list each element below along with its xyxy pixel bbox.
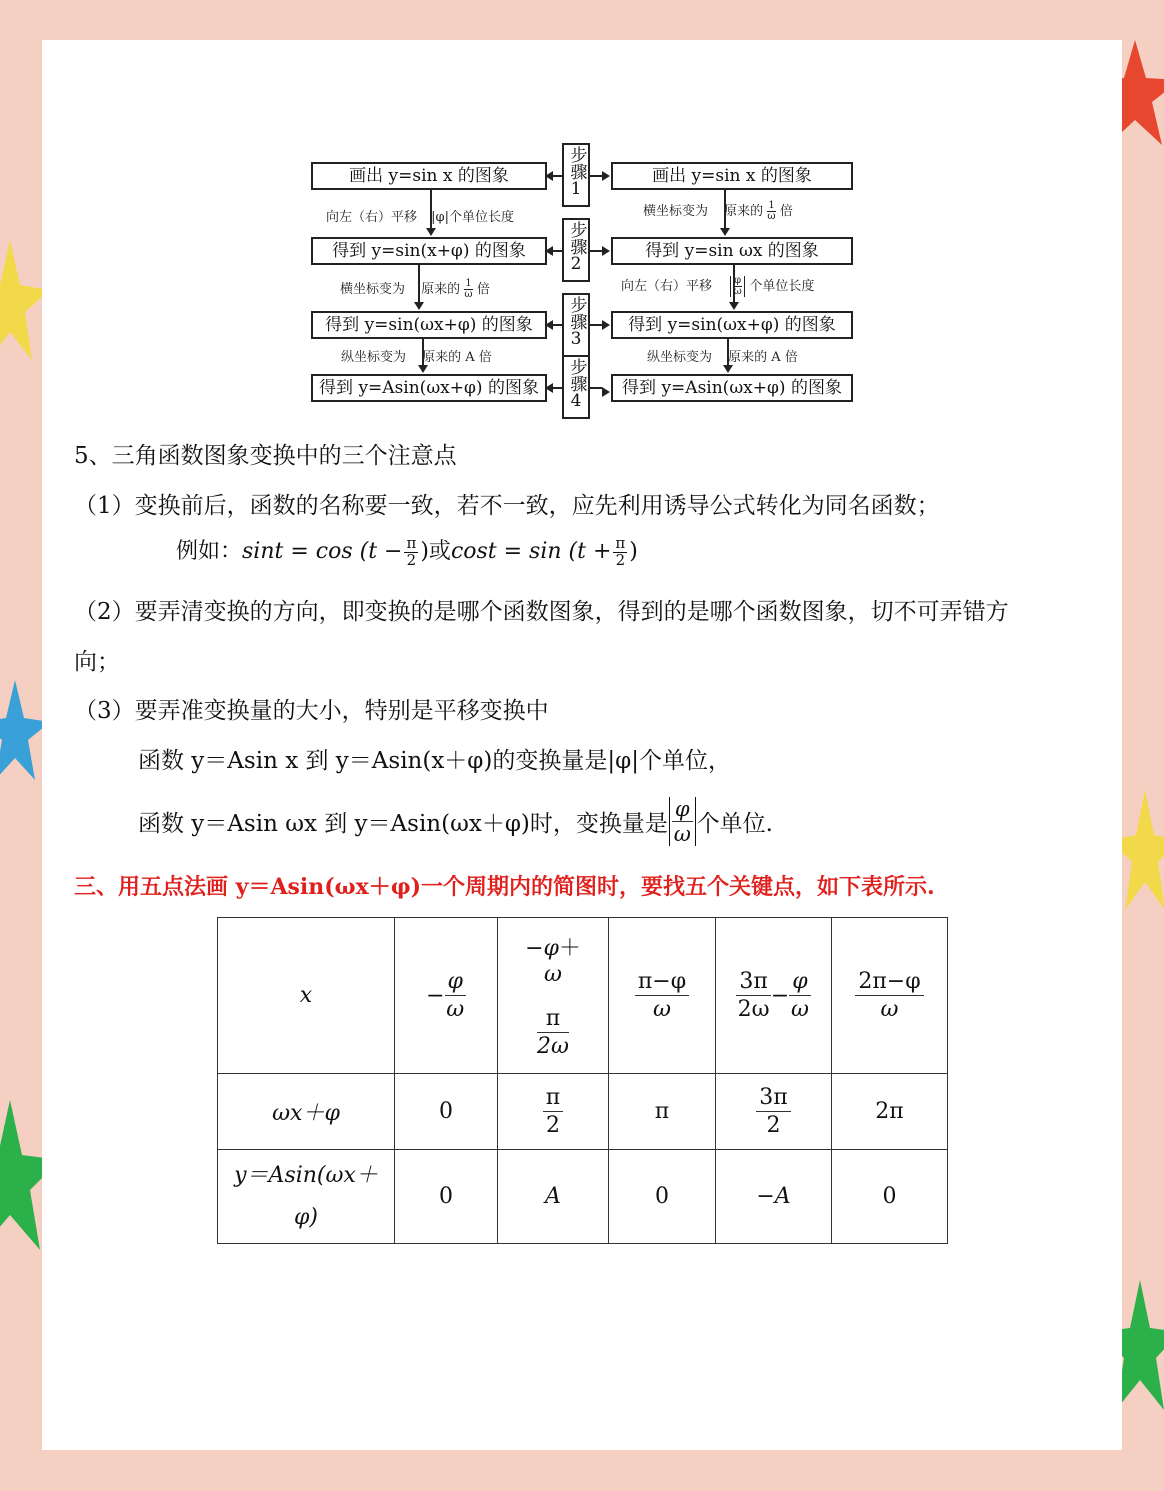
fraction (789, 968, 810, 1024)
step-number: 2 (570, 254, 582, 274)
fraction-denominator: ω (733, 286, 742, 297)
step-label: 步骤 (566, 146, 587, 180)
abs-bars (669, 797, 696, 846)
flowchart-right-box: 得到 y=sin ωx 的图象 (611, 237, 853, 265)
flowchart-step-box (562, 218, 590, 282)
arrow-left-icon (545, 171, 553, 181)
table-cell (609, 918, 716, 1074)
cell-line: ω (544, 961, 562, 987)
note-text: 向左（右）平移 (326, 210, 418, 225)
table-cell (498, 918, 609, 1074)
note-fraction (464, 279, 472, 300)
table-header-cell (218, 918, 395, 1074)
flowchart-step-box (562, 143, 590, 207)
fraction-numerator: π (537, 1005, 569, 1034)
fraction (635, 968, 689, 1024)
table-cell (716, 918, 832, 1074)
fraction-denominator: 2ω (737, 997, 770, 1022)
cell-text: φ (543, 935, 559, 961)
step-number: 4 (570, 391, 582, 411)
cell-text: ＋ (558, 935, 581, 961)
table-cell (716, 1074, 832, 1150)
note-text: 向左（右）平移 (621, 279, 713, 294)
note-fraction (733, 276, 742, 297)
arrow-right-icon (602, 320, 610, 330)
arrow-down-icon (723, 365, 733, 373)
fraction-numerator: 1 (465, 278, 472, 289)
note-text: |φ|个单位长度 (431, 210, 515, 225)
cell-text: A (545, 1184, 561, 1209)
abs-bars (730, 276, 745, 297)
flowchart-left-box: 得到 y=Asin(ωx+φ) 的图象 (311, 374, 547, 402)
table-cell (395, 918, 498, 1074)
fraction (543, 1084, 563, 1140)
note-text: 横坐标变为 (340, 282, 406, 297)
table-cell (498, 1150, 609, 1244)
formula-text: sint = cos (t − (242, 539, 403, 564)
arrow-right-icon (602, 246, 610, 256)
table-cell (498, 1074, 609, 1150)
table-cell (609, 1074, 716, 1150)
fraction-numerator: π−φ (635, 968, 689, 997)
flowchart-right-box: 得到 y=Asin(ωx+φ) 的图象 (611, 374, 853, 402)
fraction-numerator: 2π−φ (855, 968, 923, 997)
cell-text: 0 (655, 1184, 669, 1209)
arrow-line (553, 175, 562, 177)
arrow-down-icon (426, 228, 436, 236)
cell-text: 2π (875, 1099, 904, 1124)
fraction (756, 1084, 790, 1140)
step-label: 步骤 (566, 358, 587, 392)
fraction-numerator: π (543, 1084, 563, 1113)
section-heading: 5、三角函数图象变换中的三个注意点 (74, 443, 457, 469)
cell-text: 0 (439, 1099, 453, 1124)
fraction-numerator: 3π (736, 968, 770, 997)
flowchart-note (621, 275, 814, 297)
note-text: 原来的 A 倍 (422, 350, 492, 365)
arrow-down-icon (414, 302, 424, 310)
fraction-denominator: ω (880, 997, 899, 1022)
cell-text: − (426, 983, 445, 1008)
fraction-denominator: ω (767, 211, 776, 222)
paragraph (138, 797, 773, 846)
formula-text: 个单位. (696, 811, 773, 838)
fraction (672, 797, 693, 846)
cell-text: π (654, 1099, 670, 1124)
step-label: 步骤 (566, 296, 587, 330)
cell-text: 0 (439, 1184, 453, 1209)
paragraph: 函数 y＝Asin x 到 y＝Asin(x＋φ)的变换量是|φ|个单位， (138, 748, 731, 774)
flowchart-step-box (562, 293, 590, 357)
fraction-numerator: φ (734, 275, 742, 286)
fraction-denominator: ω (653, 997, 671, 1022)
fraction-denominator: ω (464, 289, 473, 300)
arrow-left-icon (545, 320, 553, 330)
note-fraction (767, 201, 775, 222)
flowchart-left-box: 得到 y=sin(x+φ) 的图象 (311, 237, 547, 265)
example-formula (176, 534, 638, 568)
cell-text: 0 (882, 1184, 897, 1209)
flowchart-note (326, 206, 514, 225)
note-text: 纵坐标变为 (341, 350, 407, 365)
fraction (537, 1005, 569, 1061)
fraction (613, 533, 627, 569)
flowchart-note (341, 346, 492, 365)
fraction (736, 968, 770, 1024)
cell-text: ωx＋φ (272, 1101, 340, 1126)
note-text: 个单位长度 (749, 279, 815, 294)
table-header-cell (218, 1074, 395, 1150)
arrow-line (590, 175, 602, 177)
fraction-numerator: φ (789, 968, 810, 997)
fraction-denominator: 2 (766, 1113, 781, 1138)
arrow-line (553, 324, 562, 326)
formula-text: )或 (420, 539, 451, 564)
flowchart-right-box: 得到 y=sin(ωx+φ) 的图象 (611, 311, 853, 339)
note-text: 倍 (779, 204, 793, 219)
flowchart-note (340, 278, 490, 300)
five-point-table (217, 917, 948, 1244)
arrow-right-icon (602, 387, 610, 397)
fraction-numerator: 3π (756, 1084, 790, 1113)
fraction-denominator: 2ω (537, 1034, 569, 1059)
fraction-denominator: 2 (615, 550, 626, 569)
note-text: 原来的 A 倍 (728, 350, 798, 365)
arrow-line (590, 324, 602, 326)
flowchart-right-box: 画出 y=sin x 的图象 (611, 162, 853, 190)
flowchart-note (647, 346, 798, 365)
arrow-line (553, 387, 562, 389)
table-cell (832, 1150, 948, 1244)
fraction-denominator: 2 (546, 1113, 560, 1138)
paragraph: （3）要弄准变换量的大小，特别是平移变换中 (74, 698, 549, 724)
fraction (855, 968, 923, 1024)
table-row (218, 918, 948, 1074)
arrow-line (590, 250, 602, 252)
fraction (404, 533, 418, 569)
fraction-denominator: ω (673, 822, 691, 847)
fraction-numerator: φ (672, 797, 693, 822)
paragraph: （1）变换前后，函数的名称要一致，若不一致，应先利用诱导公式转化为同名函数； (74, 493, 940, 519)
table-row (218, 1150, 948, 1244)
table-header-cell (218, 1150, 395, 1244)
formula-text: ) (629, 539, 638, 564)
cell-text: −A (756, 1184, 791, 1209)
table-row (218, 1074, 948, 1150)
note-text: 纵坐标变为 (647, 350, 713, 365)
arrow-right-icon (602, 171, 610, 181)
fraction (445, 968, 466, 1024)
fraction-numerator: π (615, 533, 626, 552)
flowchart-note (643, 200, 793, 222)
arrow-down-icon (720, 228, 730, 236)
step-number: 3 (570, 329, 582, 349)
section-heading-red: 三、用五点法画 y＝Asin(ωx＋φ)一个周期内的简图时，要找五个关键点，如下表所示. (74, 874, 935, 900)
paragraph: 向； (74, 649, 120, 675)
arrow-left-icon (545, 383, 553, 393)
cell-text: x (299, 983, 313, 1008)
table-cell (609, 1150, 716, 1244)
step-label: 步骤 (566, 221, 587, 255)
arrow-down-icon (729, 302, 739, 310)
fraction-numerator: π (406, 533, 417, 552)
cell-line: φ) (294, 1204, 318, 1230)
fraction-numerator: 1 (768, 200, 775, 211)
flowchart-left-box: 画出 y=sin x 的图象 (311, 162, 547, 190)
note-text: 原来的 (724, 204, 764, 219)
table-cell (395, 1150, 498, 1244)
cell-line: y＝Asin(ωx＋ (234, 1162, 378, 1188)
fraction-denominator: ω (446, 997, 465, 1022)
arrow-line (553, 250, 562, 252)
formula-text: cost = sin (t + (450, 539, 612, 564)
table-cell (832, 918, 948, 1074)
paragraph: （2）要弄清变换的方向，即变换的是哪个函数图象，得到的是哪个函数图象，切不可弄错方 (74, 599, 1009, 625)
note-text: 原来的 (421, 282, 461, 297)
table-cell (395, 1074, 498, 1150)
note-text: 倍 (476, 282, 490, 297)
fraction-denominator: ω (790, 997, 809, 1022)
table-cell (716, 1150, 832, 1244)
arrow-line (590, 387, 602, 389)
cell-text: − (525, 935, 544, 961)
arrow-down-icon (418, 365, 428, 373)
table-cell (832, 1074, 948, 1150)
fraction-denominator: 2 (406, 550, 417, 569)
formula-text: 函数 y＝Asin ωx 到 y＝Asin(ωx＋φ)时，变换量是 (138, 811, 668, 838)
flowchart-step-box (562, 355, 590, 419)
cell-line (498, 931, 608, 962)
note-text: 横坐标变为 (643, 204, 709, 219)
fraction-numerator: φ (445, 968, 466, 997)
step-number: 1 (570, 179, 582, 199)
flowchart-left-box: 得到 y=sin(ωx+φ) 的图象 (311, 311, 547, 339)
cell-text: − (770, 983, 790, 1008)
arrow-left-icon (545, 246, 553, 256)
example-prefix: 例如： (176, 539, 243, 564)
